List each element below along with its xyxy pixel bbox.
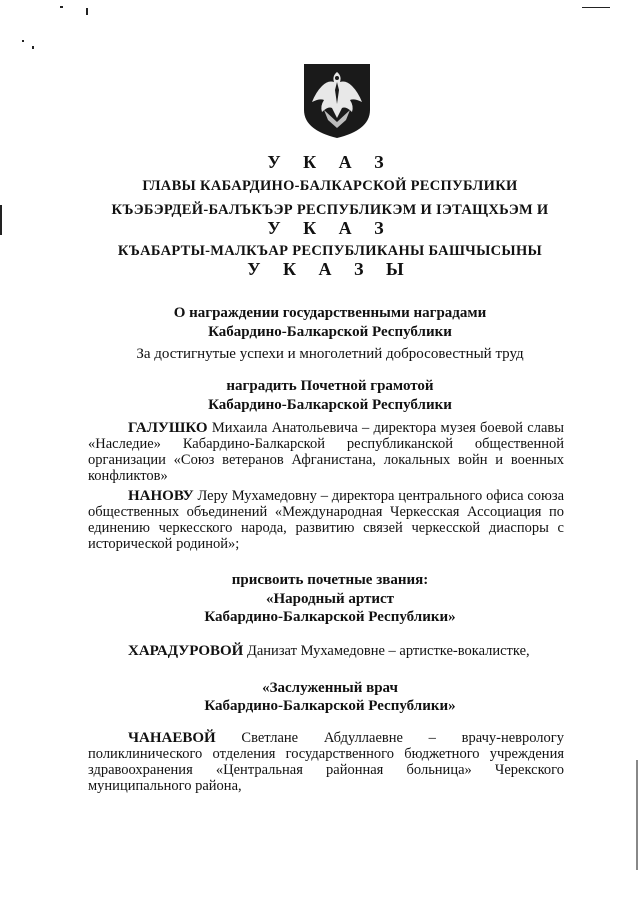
awardee-surname: ЧАНАЕВОЙ (128, 730, 216, 746)
subject-line-1: О награждении государственными наградами (173, 305, 487, 321)
scan-edge (636, 760, 638, 870)
section1-line-1: наградить Почетной грамотой (226, 378, 434, 394)
header-line-2: КЪЭБЭРДЕЙ-БАЛЪКЪЭР РЕСПУБЛИКЭМ И IЭТАЩХЬЭМ И (111, 202, 549, 218)
ukaz-title-3: У К А З Ы (247, 259, 413, 279)
scan-edge (0, 205, 2, 235)
preamble: За достигнутые успехи и многолетний добросовестный труд (136, 346, 524, 362)
subject-line-2: Кабардино-Балкарской Республики (208, 324, 452, 340)
section1-line-2: Кабардино-Балкарской Республики (208, 397, 452, 413)
awardee-description: Данизат Мухамедовне – артистке-вокалистке, (243, 643, 530, 659)
awardee-surname: ХАРАДУРОВОЙ (128, 643, 244, 659)
awardee-description: Леру Мухамедовну – директора центрального офиса союза общественных объединений «Международная Черкесская Ассоциация по единению черкесского народа, развитию связей черкесской диаспоры с исторической родиной»; (88, 488, 564, 552)
award-entry-galushko (88, 420, 564, 484)
section2-line-1: присвоить почетные звания: (231, 572, 429, 588)
scan-speck (22, 40, 24, 42)
awardee-surname: НАНОВУ (128, 488, 194, 504)
awardee-description: Светлане Абдуллаевне – врачу-неврологу поликлинического отделения государственного бюджетного учреждения здравоохранения «Центральная районная больница» Черекского муниципального района, (88, 730, 564, 794)
coat-of-arms-emblem (302, 62, 372, 140)
scan-speck (32, 46, 34, 49)
scan-speck (86, 8, 88, 15)
section3-line-1: «Заслуженный врач (262, 680, 398, 696)
section2-line-2: «Народный артист (265, 591, 395, 607)
awardee-description: Михаила Анатольевича – директора музея боевой славы «Наследие» Кабардино-Балкарской республиканской общественной организации «Союз ветеранов Афганистана, локальных войн и военных конфликтов» (88, 420, 564, 484)
award-entry-chanaeva (88, 730, 564, 794)
ukaz-title-2: У К А З (267, 218, 393, 238)
awardee-surname: ГАЛУШКО (128, 420, 208, 436)
header-line-1: ГЛАВЫ КАБАРДИНО-БАЛКАРСКОЙ РЕСПУБЛИКИ (142, 178, 518, 194)
award-entry-kharadurova (88, 643, 564, 659)
section3-line-2: Кабардино-Балкарской Республики» (204, 698, 456, 714)
ukaz-title: У К А З (267, 152, 393, 172)
header-line-3: КЪАБАРТЫ-МАЛКЪАР РЕСПУБЛИКАНЫ БАШЧЫСЫНЫ (117, 243, 543, 259)
award-entry-nanova (88, 488, 564, 552)
scan-line (582, 7, 610, 8)
scan-speck (60, 6, 63, 8)
section2-line-3: Кабардино-Балкарской Республики» (204, 609, 456, 625)
